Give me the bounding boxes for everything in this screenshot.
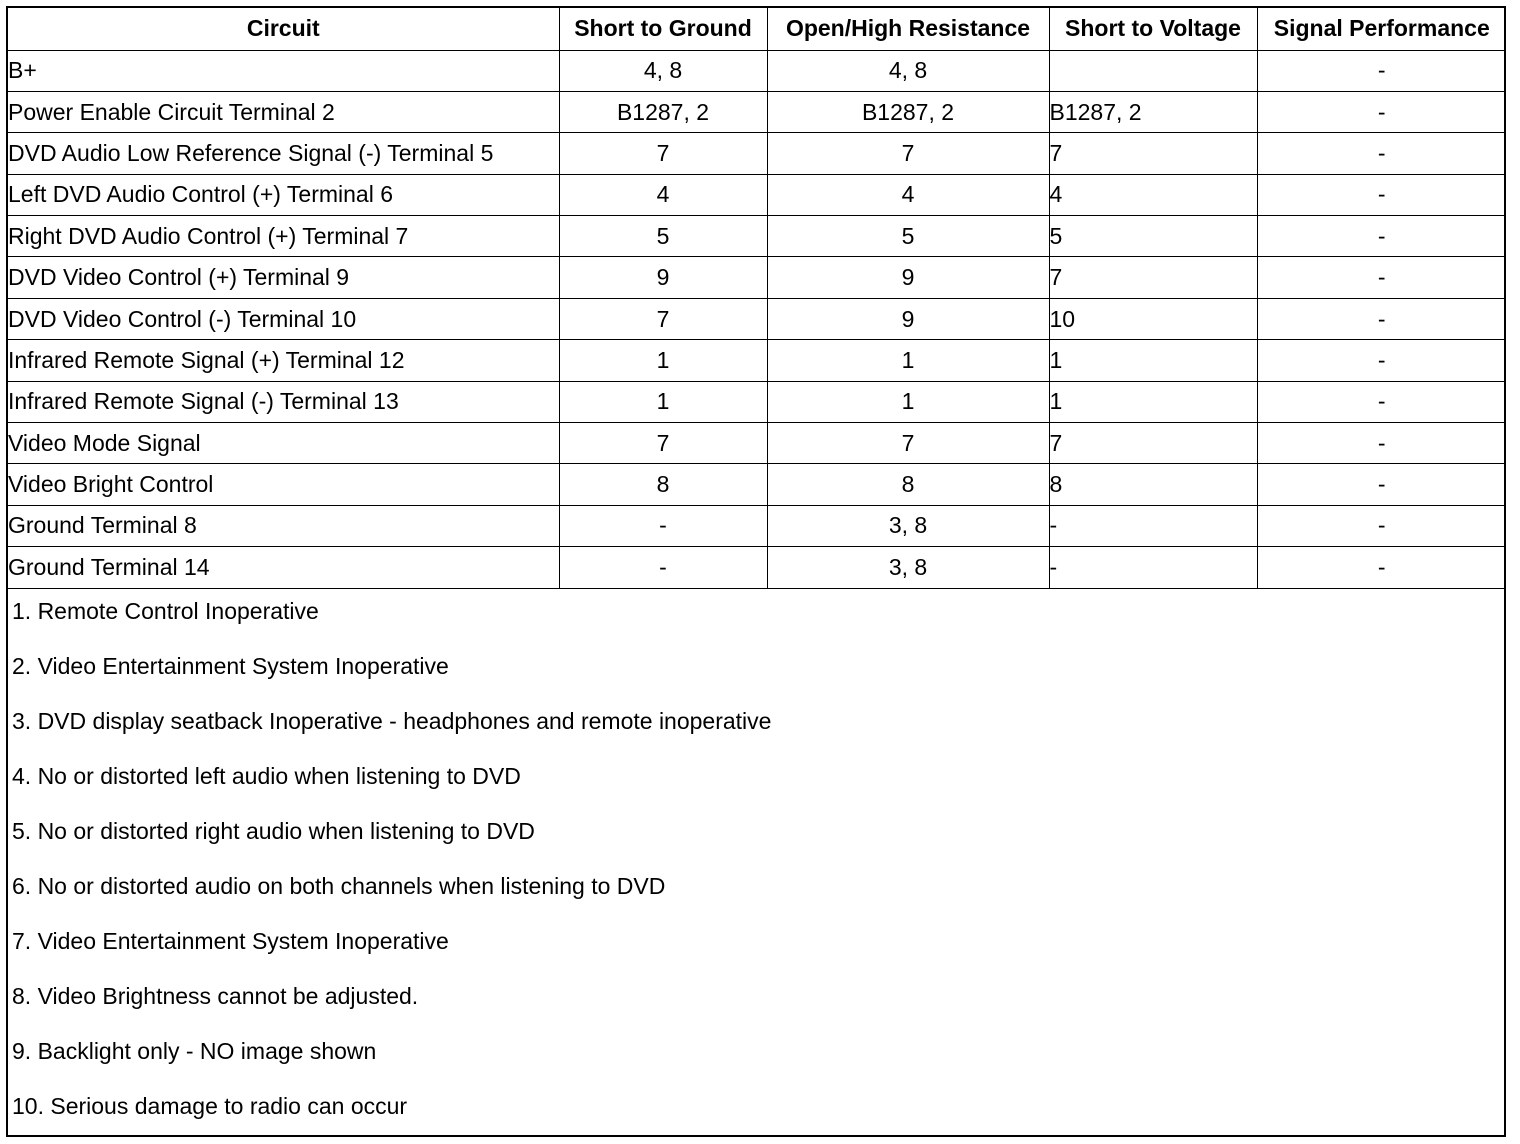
cell-short-to-ground: 4 (559, 174, 767, 215)
cell-short-to-ground: 1 (559, 340, 767, 381)
cell-signal-performance: - (1257, 174, 1506, 215)
note-item: 6. No or distorted audio on both channels when listening to DVD (12, 872, 666, 899)
cell-signal-performance: - (1257, 298, 1506, 339)
cell-short-to-voltage: 5 (1049, 216, 1257, 257)
cell-signal-performance: - (1257, 133, 1506, 174)
cell-short-to-voltage: - (1049, 505, 1257, 546)
cell-short-to-ground: - (559, 505, 767, 546)
diagnostic-table-frame (6, 6, 1506, 1137)
table-row (8, 340, 1506, 381)
note-item: 10. Serious damage to radio can occur (12, 1092, 408, 1119)
table-row (8, 547, 1506, 588)
cell-signal-performance: - (1257, 381, 1506, 422)
cell-short-to-voltage: 7 (1049, 257, 1257, 298)
cell-circuit: DVD Audio Low Reference Signal (-) Terminal 5 (8, 133, 559, 174)
cell-signal-performance: - (1257, 257, 1506, 298)
table-row (8, 298, 1506, 339)
cell-circuit: Infrared Remote Signal (+) Terminal 12 (8, 340, 559, 381)
cell-circuit: Left DVD Audio Control (+) Terminal 6 (8, 174, 559, 215)
cell-circuit: Video Bright Control (8, 464, 559, 505)
cell-short-to-voltage: 1 (1049, 340, 1257, 381)
cell-circuit: Power Enable Circuit Terminal 2 (8, 91, 559, 132)
cell-short-to-voltage: B1287, 2 (1049, 91, 1257, 132)
cell-circuit: B+ (8, 50, 559, 91)
table-row (8, 505, 1506, 546)
symptom-notes (8, 589, 1504, 1139)
cell-open-high-resistance: 3, 8 (767, 505, 1049, 546)
cell-short-to-voltage: 4 (1049, 174, 1257, 215)
note-item: 5. No or distorted right audio when listening to DVD (12, 817, 535, 844)
header-circuit: Circuit (8, 8, 559, 50)
cell-circuit: Right DVD Audio Control (+) Terminal 7 (8, 216, 559, 257)
cell-signal-performance: - (1257, 216, 1506, 257)
cell-short-to-voltage: 7 (1049, 133, 1257, 174)
note-item: 2. Video Entertainment System Inoperative (12, 652, 449, 679)
cell-short-to-ground: - (559, 547, 767, 588)
cell-open-high-resistance: 9 (767, 257, 1049, 298)
cell-short-to-ground: 5 (559, 216, 767, 257)
cell-short-to-voltage: 8 (1049, 464, 1257, 505)
header-short-to-voltage: Short to Voltage (1049, 8, 1257, 50)
cell-open-high-resistance: 4, 8 (767, 50, 1049, 91)
cell-short-to-ground: 1 (559, 381, 767, 422)
cell-circuit: Video Mode Signal (8, 423, 559, 464)
cell-short-to-ground: 9 (559, 257, 767, 298)
cell-open-high-resistance: 7 (767, 423, 1049, 464)
table-row (8, 50, 1506, 91)
cell-short-to-ground: 7 (559, 133, 767, 174)
table-header-row (8, 8, 1506, 50)
note-item: 1. Remote Control Inoperative (12, 597, 319, 624)
cell-short-to-ground: 8 (559, 464, 767, 505)
cell-open-high-resistance: 5 (767, 216, 1049, 257)
cell-signal-performance: - (1257, 423, 1506, 464)
cell-short-to-ground: 7 (559, 298, 767, 339)
table-row (8, 464, 1506, 505)
cell-signal-performance: - (1257, 464, 1506, 505)
cell-short-to-voltage: 1 (1049, 381, 1257, 422)
header-signal-performance: Signal Performance (1257, 8, 1506, 50)
cell-short-to-voltage (1049, 50, 1257, 91)
note-item: 7. Video Entertainment System Inoperative (12, 927, 449, 954)
cell-signal-performance: - (1257, 340, 1506, 381)
cell-circuit: DVD Video Control (-) Terminal 10 (8, 298, 559, 339)
cell-open-high-resistance: 9 (767, 298, 1049, 339)
table-row (8, 216, 1506, 257)
cell-signal-performance: - (1257, 547, 1506, 588)
table-row (8, 91, 1506, 132)
cell-signal-performance: - (1257, 91, 1506, 132)
note-item: 4. No or distorted left audio when listening to DVD (12, 762, 521, 789)
cell-open-high-resistance: 8 (767, 464, 1049, 505)
cell-short-to-ground: 4, 8 (559, 50, 767, 91)
note-item: 8. Video Brightness cannot be adjusted. (12, 982, 419, 1009)
header-open-high-resistance: Open/High Resistance (767, 8, 1049, 50)
circuit-fault-table (8, 8, 1506, 589)
note-item: 9. Backlight only - NO image shown (12, 1037, 377, 1064)
cell-open-high-resistance: 3, 8 (767, 547, 1049, 588)
table-row (8, 381, 1506, 422)
cell-circuit: Ground Terminal 8 (8, 505, 559, 546)
cell-short-to-voltage: 7 (1049, 423, 1257, 464)
cell-short-to-ground: 7 (559, 423, 767, 464)
table-row (8, 423, 1506, 464)
table-row (8, 174, 1506, 215)
cell-short-to-voltage: 10 (1049, 298, 1257, 339)
cell-circuit: DVD Video Control (+) Terminal 9 (8, 257, 559, 298)
cell-open-high-resistance: B1287, 2 (767, 91, 1049, 132)
cell-open-high-resistance: 4 (767, 174, 1049, 215)
cell-short-to-ground: B1287, 2 (559, 91, 767, 132)
note-item: 3. DVD display seatback Inoperative - headphones and remote inoperative (12, 707, 772, 734)
cell-open-high-resistance: 7 (767, 133, 1049, 174)
cell-open-high-resistance: 1 (767, 381, 1049, 422)
cell-short-to-voltage: - (1049, 547, 1257, 588)
cell-signal-performance: - (1257, 505, 1506, 546)
cell-signal-performance: - (1257, 50, 1506, 91)
header-short-to-ground: Short to Ground (559, 8, 767, 50)
cell-circuit: Infrared Remote Signal (-) Terminal 13 (8, 381, 559, 422)
table-row (8, 133, 1506, 174)
cell-circuit: Ground Terminal 14 (8, 547, 559, 588)
table-row (8, 257, 1506, 298)
cell-open-high-resistance: 1 (767, 340, 1049, 381)
